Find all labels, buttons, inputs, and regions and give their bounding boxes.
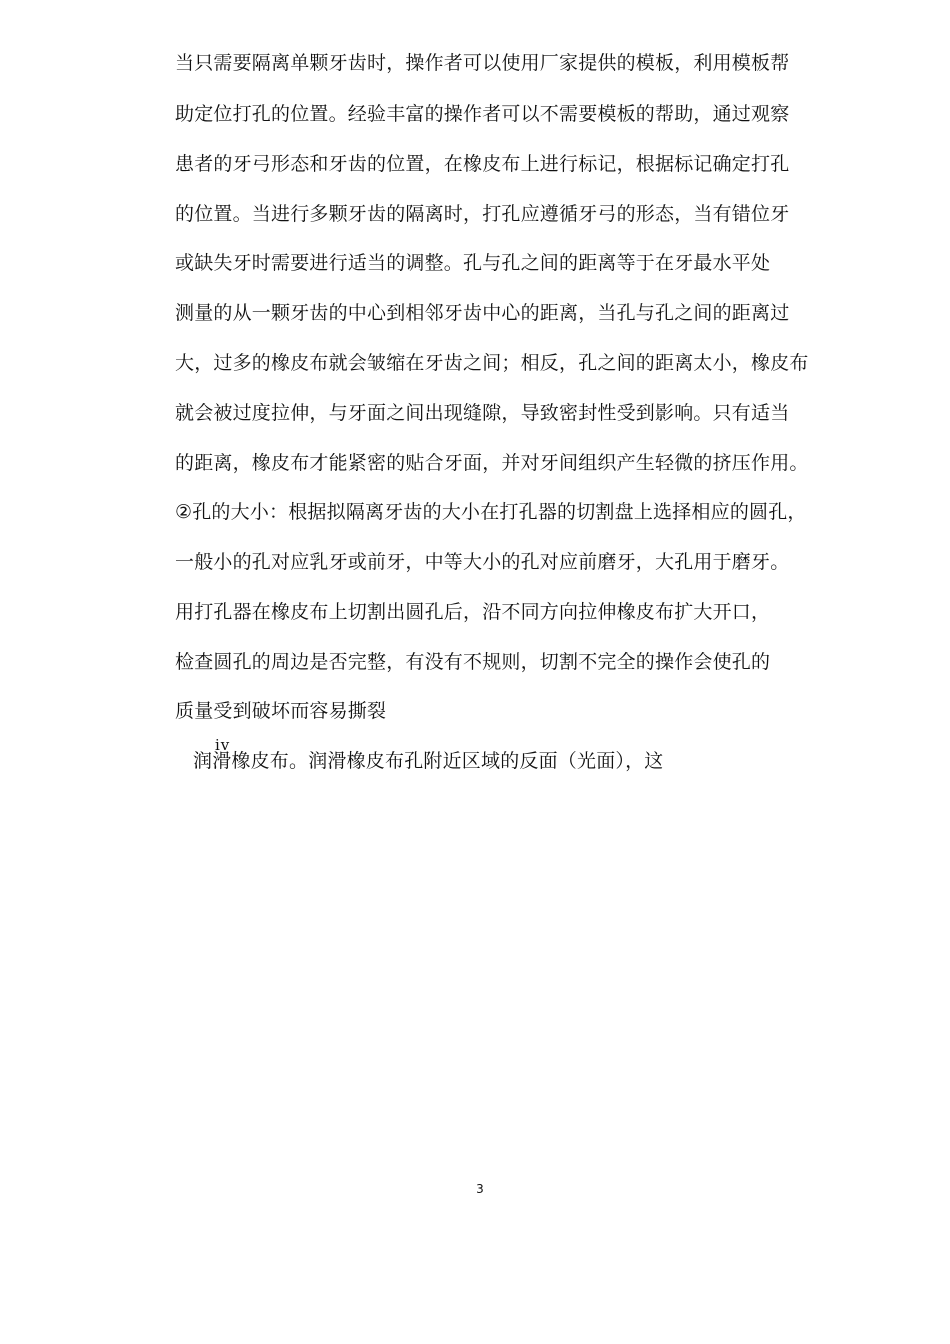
text-line: 用打孔器在橡皮布上切割出圆孔后，沿不同方向拉伸橡皮布扩大开口，	[175, 601, 771, 623]
text-line: 助定位打孔的位置。经验丰富的操作者可以不需要模板的帮助，通过观察	[175, 103, 790, 125]
text-line: 当只需要隔离单颗牙齿时，操作者可以使用厂家提供的模板，利用模板帮	[175, 52, 790, 74]
text-line: ②孔的大小：根据拟隔离牙齿的大小在打孔器的切割盘上选择相应的圆孔，	[175, 501, 807, 523]
text-line: 测量的从一颗牙齿的中心到相邻牙齿中心的距离，当孔与孔之间的距离过	[175, 302, 790, 324]
text-line: 检查圆孔的周边是否完整，有没有不规则，切割不完全的操作会使孔的	[175, 651, 771, 673]
text-line: 润滑橡皮布。润滑橡皮布孔附近区域的反面（光面），这	[193, 750, 664, 772]
text-line: 的位置。当进行多颗牙齿的隔离时，打孔应遵循牙弓的形态，当有错位牙	[175, 203, 790, 225]
section-marker: iv	[215, 736, 231, 754]
text-line: 质量受到破坏而容易撕裂	[175, 700, 387, 722]
text-line: 就会被过度拉伸，与牙面之间出现缝隙，导致密封性受到影响。只有适当	[175, 402, 790, 424]
text-line: 或缺失牙时需要进行适当的调整。孔与孔之间的距离等于在牙最水平处	[175, 252, 771, 274]
text-line: 大，过多的橡皮布就会皱缩在牙齿之间；相反，孔之间的距离太小，橡皮布	[175, 352, 809, 374]
page-number: 3	[476, 1182, 484, 1196]
text-line: 的距离，橡皮布才能紧密的贴合牙面，并对牙间组织产生轻微的挤压作用。	[175, 452, 809, 474]
text-line: 患者的牙弓形态和牙齿的位置，在橡皮布上进行标记，根据标记确定打孔	[175, 153, 790, 175]
text-line: 一般小的孔对应乳牙或前牙，中等大小的孔对应前磨牙，大孔用于磨牙。	[175, 551, 790, 573]
